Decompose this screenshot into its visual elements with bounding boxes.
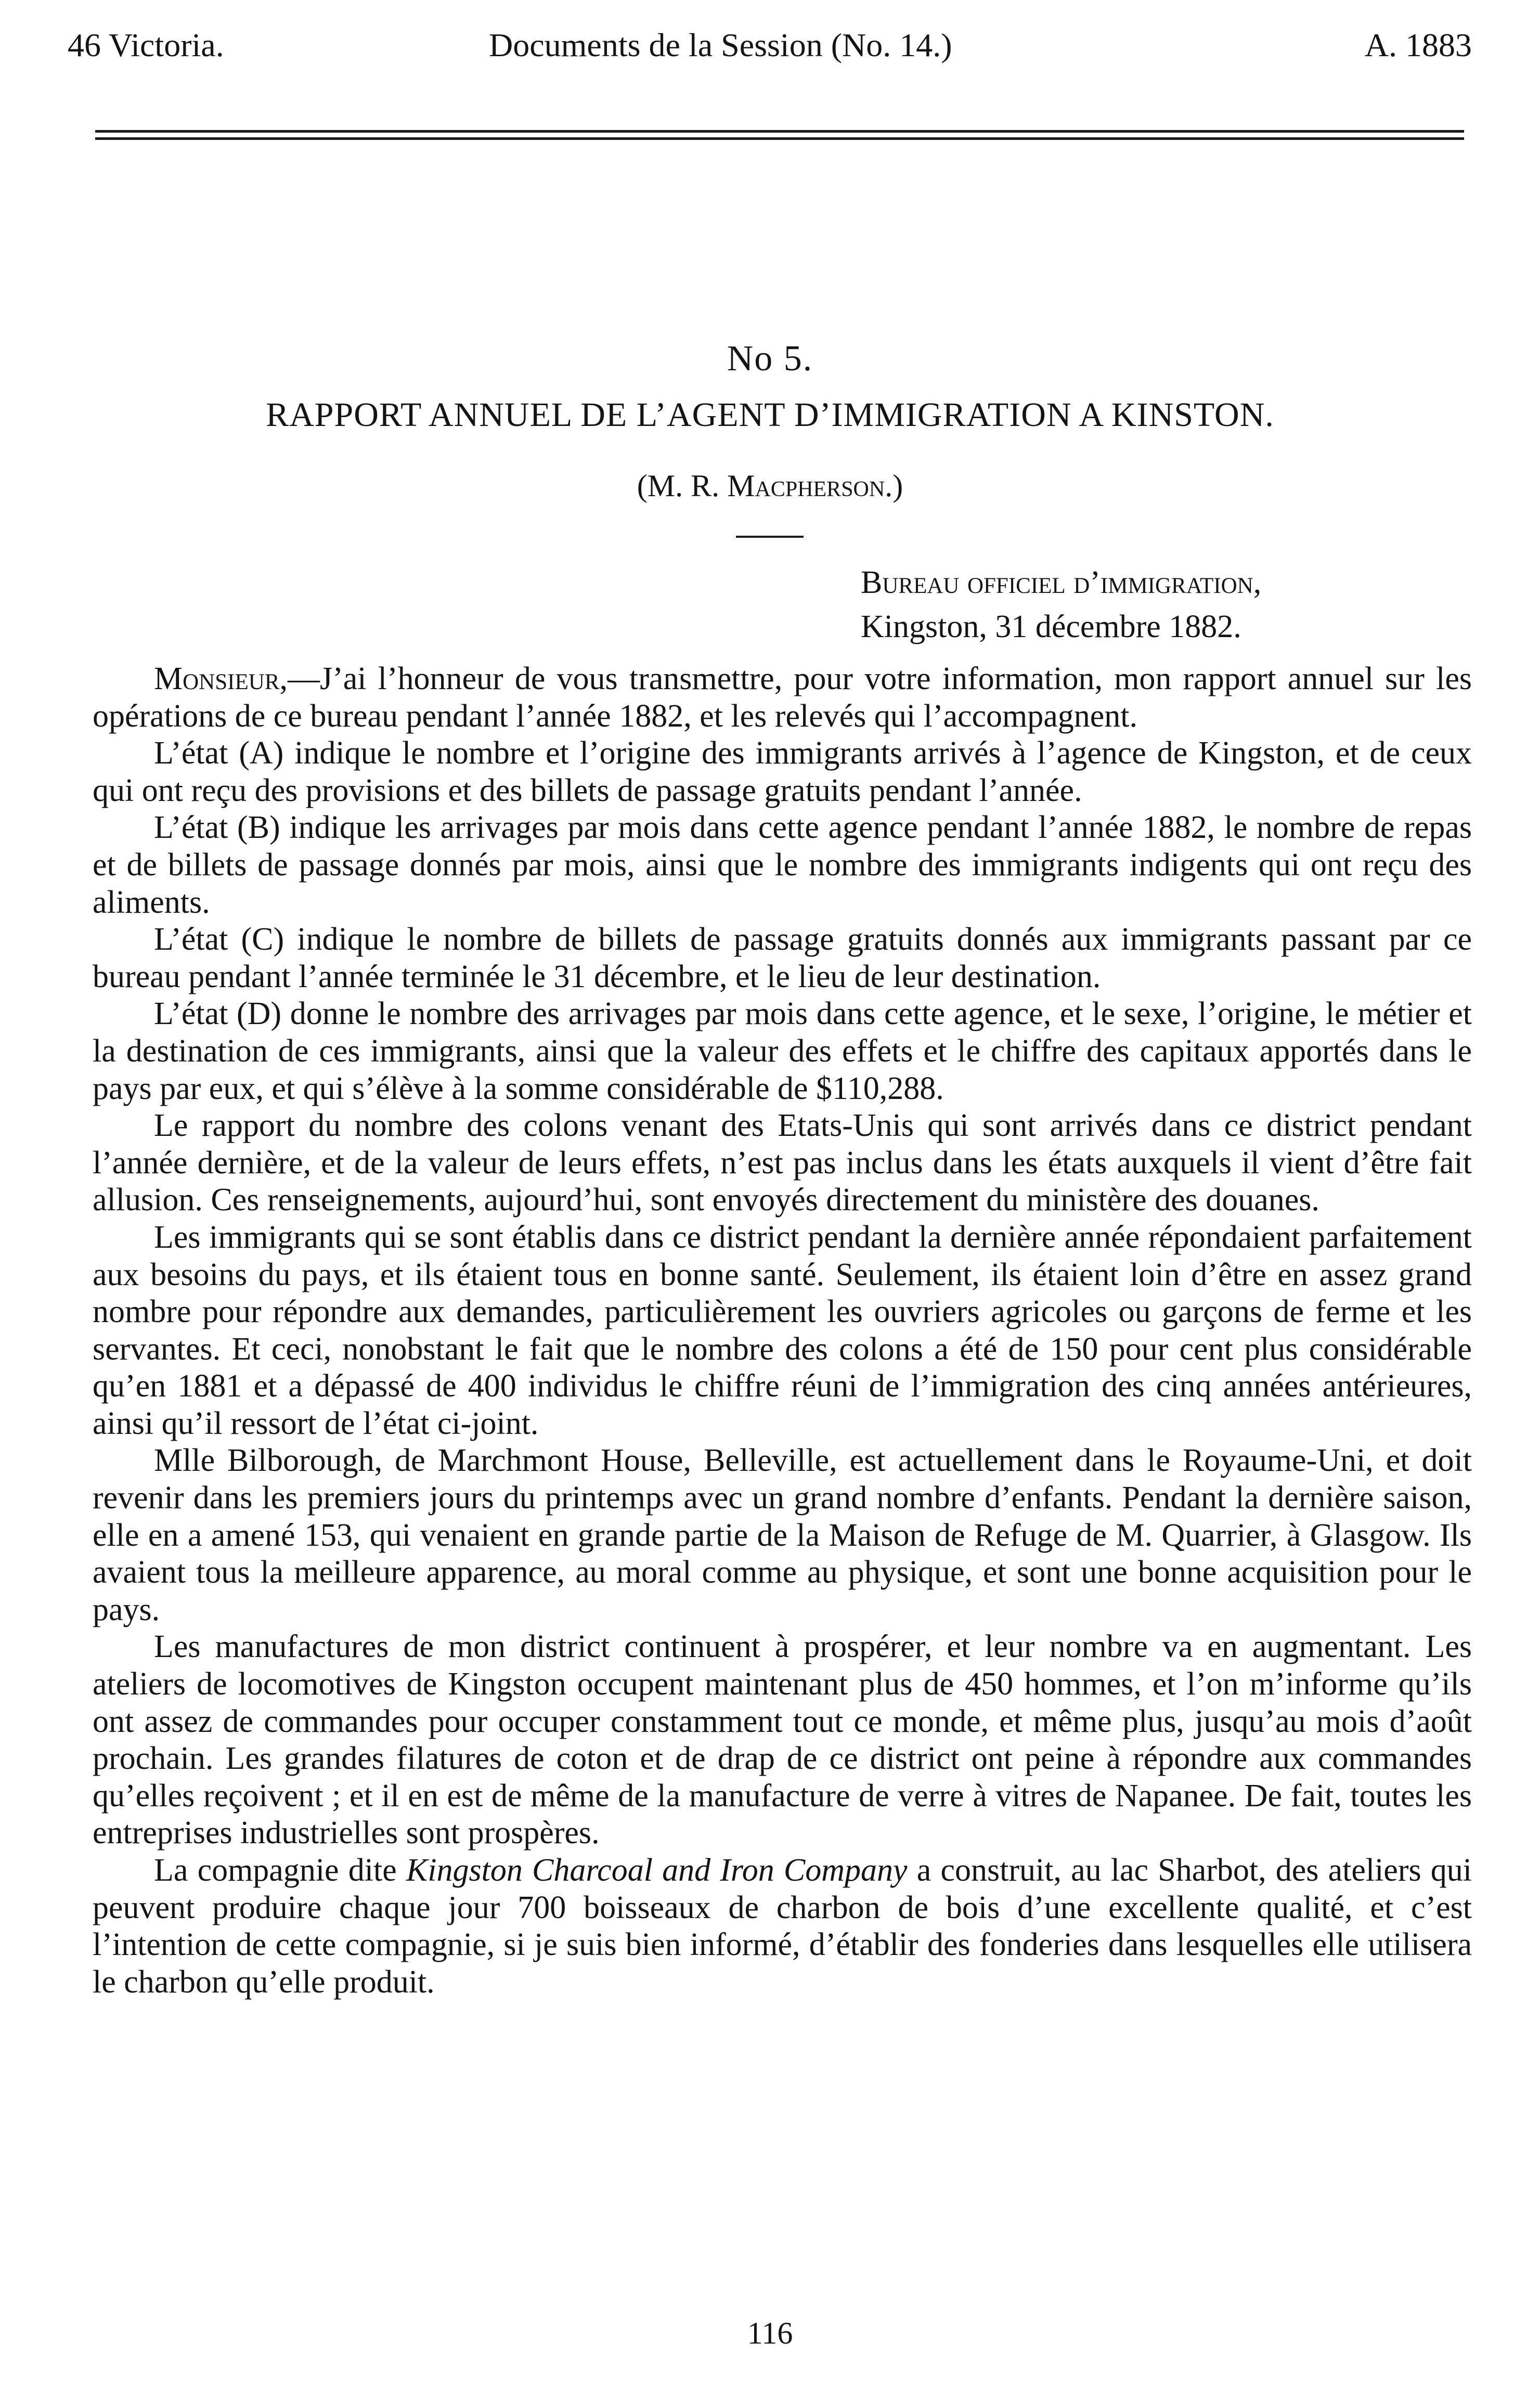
header-session-volume: 46 Victoria.	[68, 27, 224, 63]
header-document-title: Documents de la Session (No. 14.)	[489, 27, 952, 63]
title-separator-rule	[736, 536, 804, 538]
company-name: Kingston Charcoal and Iron Company	[406, 1853, 908, 1888]
header-rule-bottom	[95, 137, 1464, 140]
paragraph-6: Le rapport du nombre des colons venant des Etats-Unis qui sont arrivés dans ce district pendant l’année dernière, et de la valeur de leurs effets, n’est pas inclus dans les états auxquels il vient d’être fait allusion. Ces renseignements, aujourd’hui, sont envoyés directement du ministère des douanes.	[93, 1108, 1472, 1218]
header-double-rule	[95, 130, 1464, 145]
letter-body	[93, 661, 1472, 2001]
salutation: Monsieur,	[154, 661, 288, 696]
dateline-office: Bureau officiel d’immigration,	[861, 565, 1262, 600]
paragraph-2: L’état (A) indique le nombre et l’origine des immigrants arrivés à l’agence de Kingston, et de ceux qui ont reçu des provisions et des billets de passage gratuits pendant l’année.	[93, 735, 1472, 808]
paragraph-10	[93, 1852, 1472, 2001]
running-header	[68, 26, 1472, 83]
paragraph-9: Les manufactures de mon district continuent à prospérer, et leur nombre va en augmentant. Les ateliers de locomotives de Kingston occupent maintenant plus de 450 hommes, et l’on m’informe qu’ils ont assez de commandes pour occuper constamment tout ce monde, et même plus, jusqu’au mois d’août prochain. Les grandes filatures de coton et de drap de ce district ont peine à répondre aux commandes qu’elles reçoivent ; et il en est de même de la manufacture de verre à vitres de Napanee. De fait, toutes les entreprises industrielles sont prospères.	[93, 1629, 1472, 1851]
report-title: RAPPORT ANNUEL DE L’AGENT D’IMMIGRATION A KINSTON.	[266, 396, 1274, 434]
report-author: (M. R. Macpherson.)	[637, 469, 903, 503]
page-number: 116	[747, 2316, 793, 2350]
paragraph-5: L’état (D) donne le nombre des arrivages par mois dans cette agence, et le sexe, l’origine, le métier et la destination de ces immigrants, ainsi que la valeur des effets et le chiffre des capitaux apportés dans le pays par eux, et qui s’élève à la somme considérable de $110,288.	[93, 996, 1472, 1106]
report-number: No 5.	[727, 339, 813, 379]
header-year: A. 1883	[1364, 27, 1472, 63]
paragraph-1	[93, 661, 1472, 735]
paragraph-10-rest: a construit, au lac Sharbot, des ateliers qui peuvent produire chaque jour 700 boisseaux de charbon de bois d’une excellente qualité, et c’est l’intention de cette compagnie, si je suis bien informé, d’établir des fonderies dans lesquelles elle utilisera le charbon qu’elle produit.	[93, 1853, 1472, 2000]
dateline-place-date: Kingston, 31 décembre 1882.	[861, 609, 1241, 644]
paragraph-3: L’état (B) indique les arrivages par mois dans cette agence pendant l’année 1882, le nombre de repas et de billets de passage donnés par mois, ainsi que le nombre des immigrants indigents qui ont reçu des aliments.	[93, 810, 1472, 920]
paragraph-8: Mlle Bilborough, de Marchmont House, Belleville, est actuellement dans le Royaume-Uni, et doit revenir dans les premiers jours du printemps avec un grand nombre d’enfants. Pendant la dernière saison, elle en a amené 153, qui venaient en grande partie de la Maison de Refuge de M. Quarrier, à Glasgow. Ils avaient tous la meilleure apparence, au moral comme au physique, et sont une bonne acquisition pour le pays.	[93, 1443, 1472, 1627]
paragraph-10-lead: La compagnie dite	[154, 1853, 406, 1888]
header-rule-top	[95, 130, 1464, 133]
paragraph-1-text: —J’ai l’honneur de vous transmettre, pour votre information, mon rapport annuel sur les opérations de ce bureau pendant l’année 1882, et les relevés qui l’accompagnent.	[93, 661, 1472, 734]
paragraph-7: Les immigrants qui se sont établis dans ce district pendant la dernière année répondaient parfaitement aux besoins du pays, et ils étaient tous en bonne santé. Seulement, ils étaient loin d’être en assez grand nombre pour répondre aux demandes, particulièrement les ouvriers agricoles ou garçons de ferme et les servantes. Et ceci, nonobstant le fait que le nombre des colons a été de 150 pour cent plus considérable qu’en 1881 et a dépassé de 400 individus le chiffre réuni de l’immigration des cinq années antérieures, ainsi qu’il ressort de l’état ci-joint.	[93, 1219, 1472, 1441]
paragraph-4: L’état (C) indique le nombre de billets de passage gratuits donnés aux immigrants passant par ce bureau pendant l’année terminée le 31 décembre, et le lieu de leur destination.	[93, 922, 1472, 994]
